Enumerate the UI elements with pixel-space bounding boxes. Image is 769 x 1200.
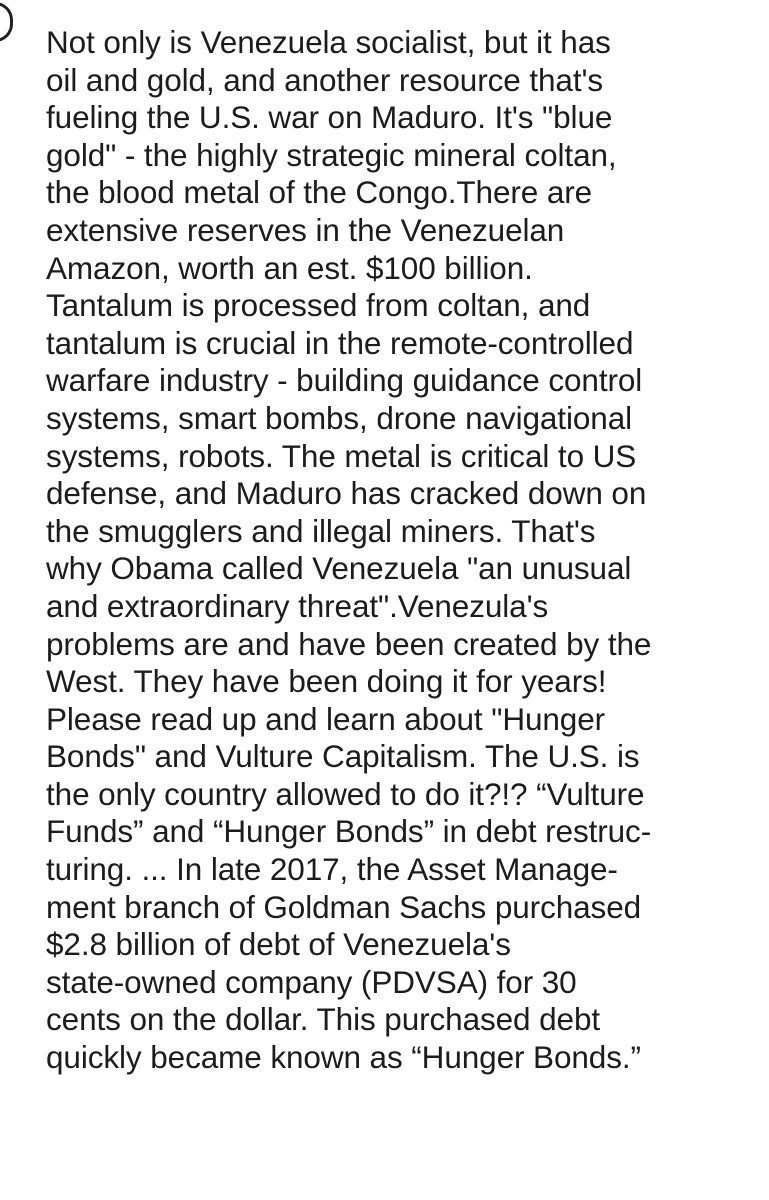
comment-line: systems, robots. The metal is critical to US [46, 437, 637, 474]
comment-line: Bonds" and Vulture Capitalism. The U.S. is [46, 738, 640, 775]
comment-line: extensive reserves in the Venezuelan [46, 211, 565, 248]
comment-line: and extraordinary threat".Venezula's [46, 587, 549, 624]
comment-line: quickly became known as “Hunger Bonds.” [46, 1039, 641, 1076]
comment-line: Please read up and learn about "Hunger [46, 700, 606, 737]
comment-line: the smugglers and illegal miners. That's [46, 512, 596, 549]
comment-text [46, 24, 754, 1077]
comment-line: ment branch of Goldman Sachs purchased [46, 888, 642, 925]
comment-line: Funds” and “Hunger Bonds” in debt restruc- [46, 813, 652, 850]
comment-line: defense, and Maduro has cracked down on [46, 475, 647, 512]
comment-line: Amazon, worth an est. $100 billion. [46, 249, 533, 286]
comment-line: fueling the U.S. war on Maduro. It's "blue [46, 99, 613, 136]
comment-line: warfare industry - building guidance control [46, 362, 643, 399]
comment-line: $2.8 billion of debt of Venezuela's [46, 926, 511, 963]
comment-line: systems, smart bombs, drone navigational [46, 399, 633, 436]
comment-header-cropped [46, 0, 406, 6]
comment-line: Tantalum is processed from coltan, and [46, 287, 591, 324]
comment-line: why Obama called Venezuela "an unusual [46, 550, 632, 587]
comment-line: Not only is Venezuela socialist, but it has [46, 24, 611, 60]
comment-line: oil and gold, and another resource that's [46, 61, 604, 98]
avatar[interactable] [0, 2, 13, 42]
comment-line: state-owned company (PDVSA) for 30 [46, 963, 577, 1000]
comment-line: tantalum is crucial in the remote-controlled [46, 324, 634, 361]
comment-line: the only country allowed to do it?!? “Vulture [46, 775, 645, 812]
comment-line: gold" - the highly strategic mineral coltan, [46, 136, 617, 173]
comment-line: turing. ... In late 2017, the Asset Manage- [46, 851, 618, 888]
comment-line: problems are and have been created by the [46, 625, 652, 662]
comment-line: cents on the dollar. This purchased debt [46, 1001, 601, 1038]
comment-line: West. They have been doing it for years! [46, 663, 607, 700]
comment-line: the blood metal of the Congo.There are [46, 174, 593, 211]
